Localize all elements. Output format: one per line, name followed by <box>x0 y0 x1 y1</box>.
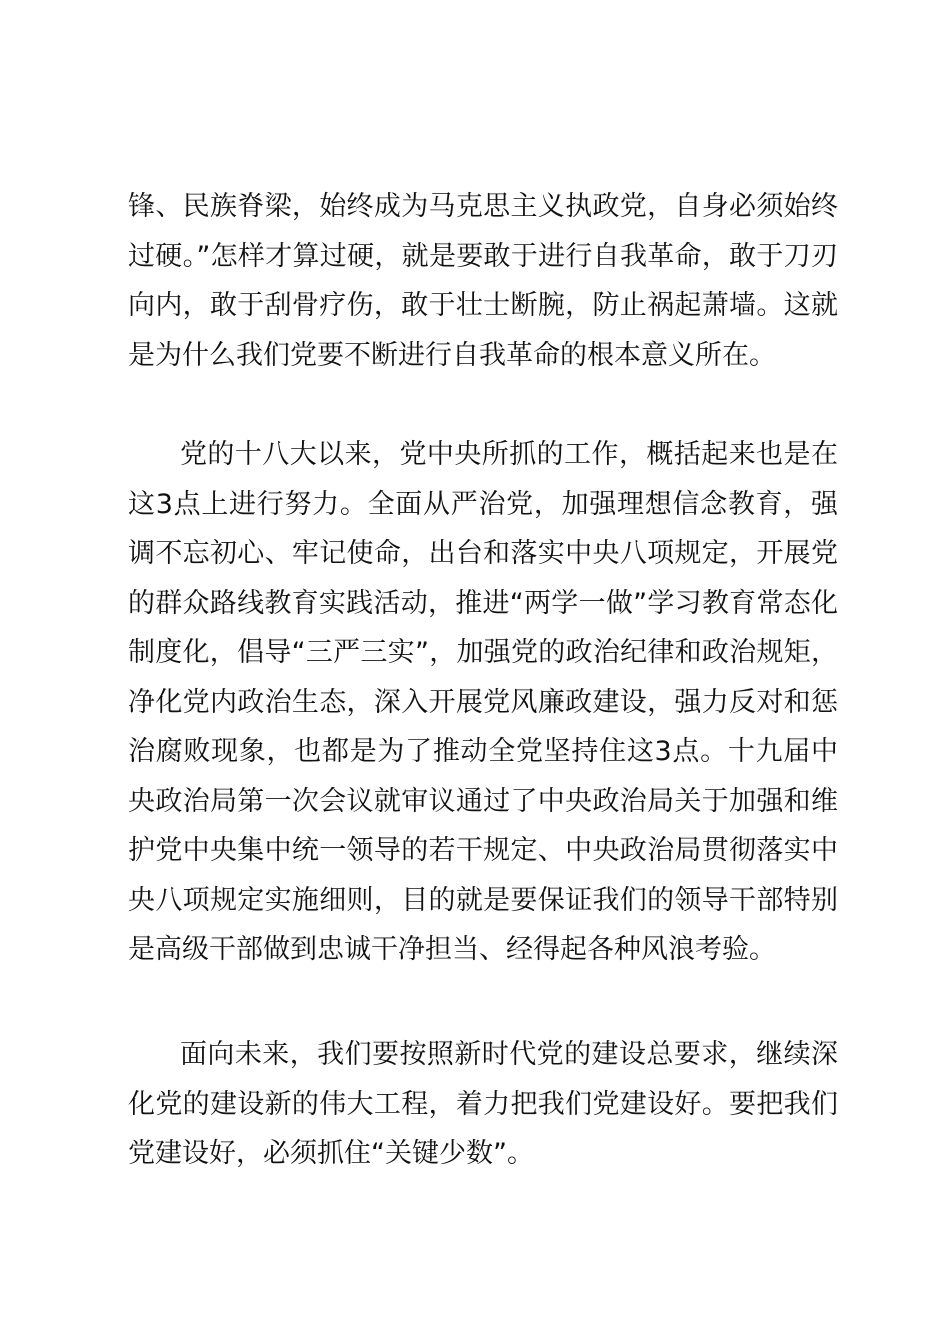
paragraph-3: 面向未来，我们要按照新时代党的建设总要求，继续深化党的建设新的伟大工程，着力把我们党建设好。要把我们党建设好，必须抓住“关键少数”。 <box>128 1039 838 1169</box>
paragraph-1: 锋、民族脊梁，始终成为马克思主义执政党，自身必须始终过硬。”怎样才算过硬，就是要敢于进行自我革命，敢于刀刃向内，敢于刮骨疗伤，敢于壮士断腕，防止祸起萧墙。这就是为什么我们党要不断进行自我革命的根本意义所在。 <box>128 191 838 371</box>
paragraph-2: 党的十八大以来，党中央所抓的工作，概括起来也是在这3点上进行努力。全面从严治党，加强理想信念教育，强调不忘初心、牢记使命，出台和落实中央八项规定，开展党的群众路线教育实践活动，推进“两学一做”学习教育常态化制度化，倡导“三严三实”，加强党的政治纪律和政治规矩，净化党内政治生态，深入开展党风廉政建设，强力反对和惩治腐败现象，也都是为了推动全党坚持住这3点。十九届中央政治局第一次会议就审议通过了中央政治局关于加强和维护党中央集中统一领导的若干规定、中央政治局贯彻落实中央八项规定实施细则，目的就是要保证我们的领导干部特别是高级干部做到忠诚干净担当、经得起各种风浪考验。 <box>128 439 838 965</box>
